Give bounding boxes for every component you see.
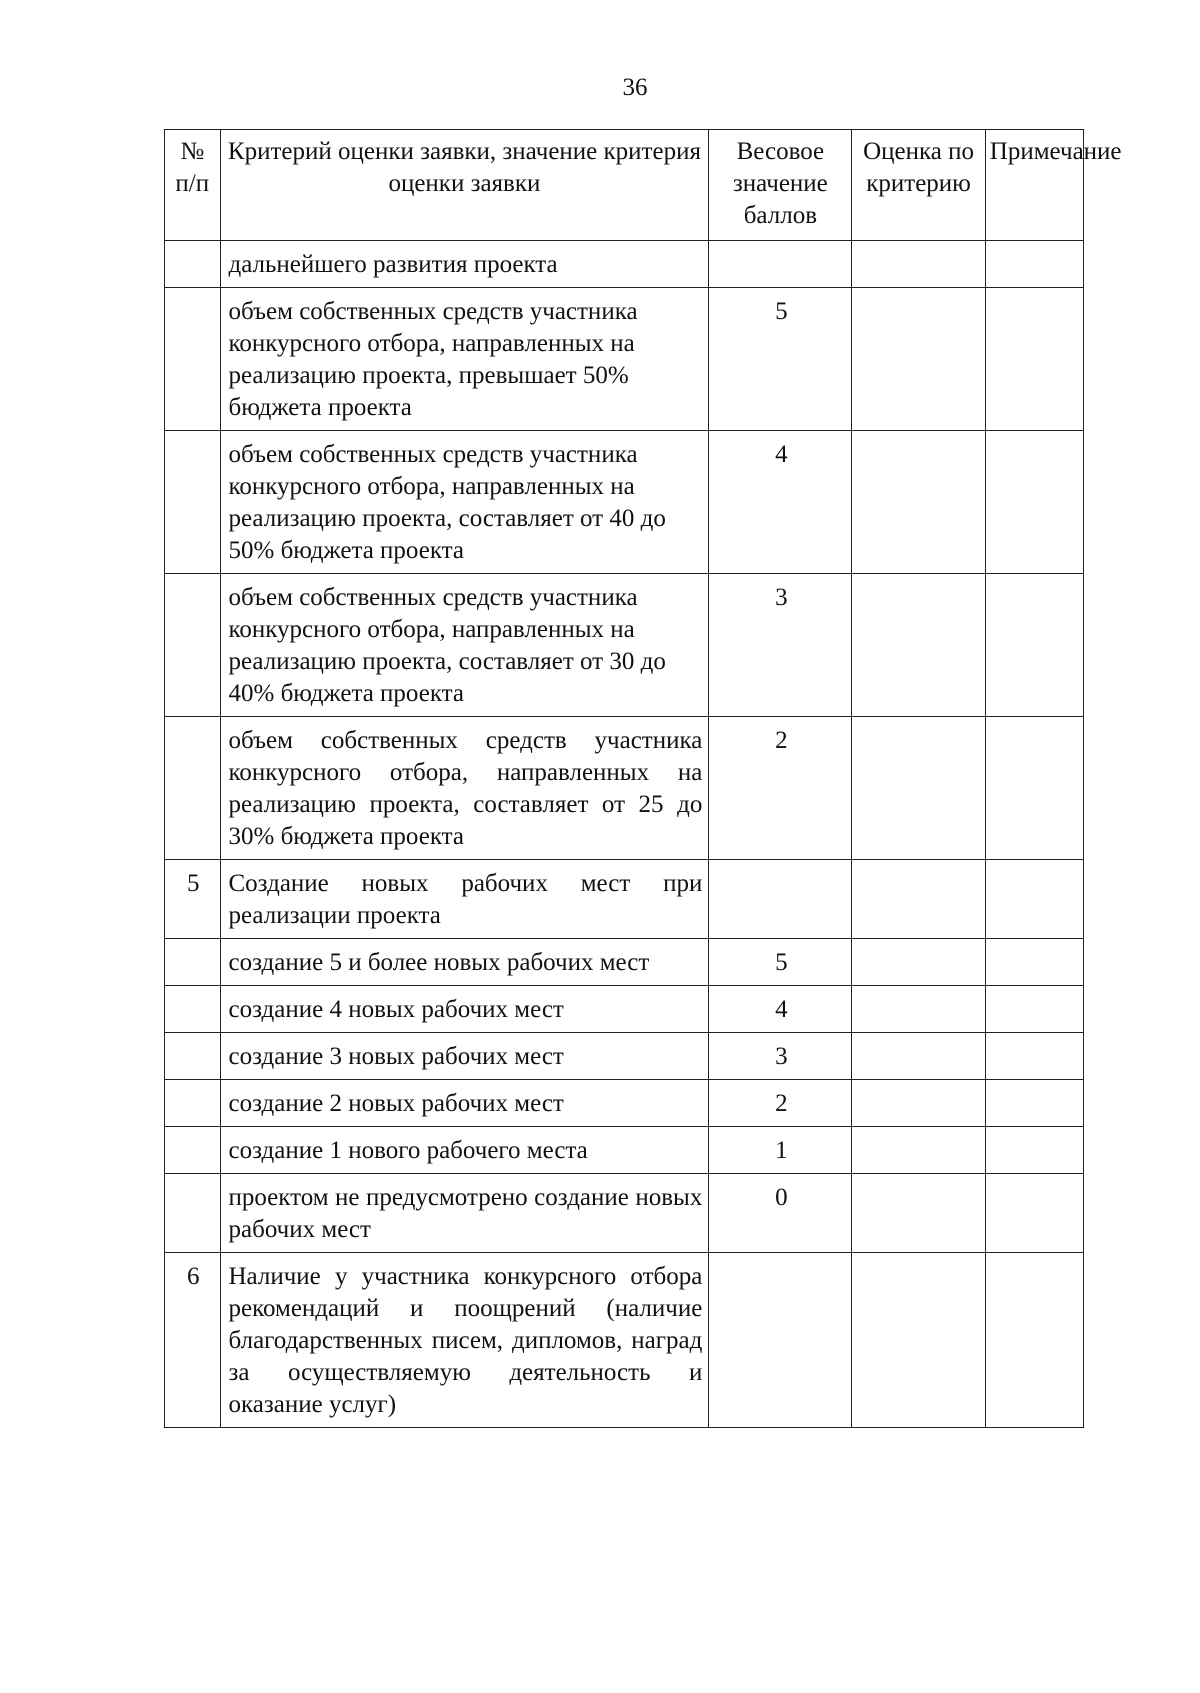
row-note: [985, 939, 1083, 986]
row-note: [985, 860, 1083, 939]
row-criterion: создание 4 новых рабочих мест: [220, 986, 709, 1033]
row-note: [985, 431, 1083, 574]
row-criterion: создание 1 нового рабочего места: [220, 1127, 709, 1174]
row-evaluation: [852, 1174, 985, 1253]
row-weight: 0: [709, 1174, 852, 1253]
header-weight: Весовое значение баллов: [709, 130, 852, 241]
row-evaluation: [852, 1033, 985, 1080]
row-num: [165, 1033, 221, 1080]
table-row: [165, 717, 1084, 860]
row-note: [985, 1127, 1083, 1174]
row-num: [165, 288, 221, 431]
row-weight: 4: [709, 986, 852, 1033]
table-row: [165, 860, 1084, 939]
row-criterion: проектом не предусмотрено создание новых рабочих мест: [220, 1174, 709, 1253]
row-criterion: создание 5 и более новых рабочих мест: [220, 939, 709, 986]
row-weight: 3: [709, 1033, 852, 1080]
row-evaluation: [852, 939, 985, 986]
row-evaluation: [852, 288, 985, 431]
row-num: [165, 431, 221, 574]
row-criterion: объем собственных средств участника конкурсного отбора, направленных на реализацию проекта, составляет от 40 до 50% бюджета проекта: [220, 431, 709, 574]
row-num: [165, 717, 221, 860]
row-criterion: создание 2 новых рабочих мест: [220, 1080, 709, 1127]
row-note: [985, 574, 1083, 717]
row-num: [165, 241, 221, 288]
row-num: [165, 1127, 221, 1174]
row-criterion: Наличие у участника конкурсного отбора рекомендаций и поощрений (наличие благодарственных писем, дипломов, наград за осуществляемую деятельность и оказание услуг): [220, 1253, 709, 1428]
row-weight: 2: [709, 1080, 852, 1127]
row-weight: 1: [709, 1127, 852, 1174]
table-row: [165, 1127, 1084, 1174]
row-criterion: дальнейшего развития проекта: [220, 241, 709, 288]
row-weight: 4: [709, 431, 852, 574]
table-row: [165, 241, 1084, 288]
row-num: 6: [165, 1253, 221, 1428]
row-num: [165, 986, 221, 1033]
row-num: [165, 574, 221, 717]
row-evaluation: [852, 241, 985, 288]
row-note: [985, 1174, 1083, 1253]
row-criterion: объем собственных средств участника конкурсного отбора, направленных на реализацию проекта, составляет от 30 до 40% бюджета проекта: [220, 574, 709, 717]
row-criterion: объем собственных средств участника конкурсного отбора, направленных на реализацию проекта, составляет от 25 до 30% бюджета проекта: [220, 717, 709, 860]
row-note: [985, 1033, 1083, 1080]
row-weight: [709, 1253, 852, 1428]
row-weight: 2: [709, 717, 852, 860]
table-row: [165, 1033, 1084, 1080]
row-weight: [709, 241, 852, 288]
row-note: [985, 717, 1083, 860]
criteria-table: [164, 129, 1122, 1428]
row-evaluation: [852, 1127, 985, 1174]
row-criterion: Создание новых рабочих мест при реализации проекта: [220, 860, 709, 939]
header-criterion: Критерий оценки заявки, значение критерия оценки заявки: [220, 130, 709, 241]
row-evaluation: [852, 1253, 985, 1428]
table-row: [165, 986, 1084, 1033]
row-evaluation: [852, 431, 985, 574]
row-num: [165, 939, 221, 986]
row-note: [985, 288, 1083, 431]
table-row: [165, 1080, 1084, 1127]
row-evaluation: [852, 986, 985, 1033]
table-row: [165, 288, 1084, 431]
table-row: [165, 431, 1084, 574]
row-evaluation: [852, 574, 985, 717]
table-header-row: [165, 130, 1084, 241]
table-row: [165, 1253, 1084, 1428]
row-criterion: объем собственных средств участника конкурсного отбора, направленных на реализацию проекта, превышает 50% бюджета проекта: [220, 288, 709, 431]
row-weight: 5: [709, 288, 852, 431]
header-note: Примечание: [985, 130, 1083, 241]
table-row: [165, 939, 1084, 986]
row-note: [985, 986, 1083, 1033]
row-evaluation: [852, 1080, 985, 1127]
row-criterion: создание 3 новых рабочих мест: [220, 1033, 709, 1080]
row-weight: 3: [709, 574, 852, 717]
row-weight: [709, 860, 852, 939]
table-row: [165, 1174, 1084, 1253]
row-note: [985, 1253, 1083, 1428]
row-evaluation: [852, 717, 985, 860]
row-num: [165, 1080, 221, 1127]
row-note: [985, 241, 1083, 288]
table-row: [165, 574, 1084, 717]
row-num: [165, 1174, 221, 1253]
row-weight: 5: [709, 939, 852, 986]
header-evaluation: Оценка по критерию: [852, 130, 985, 241]
page-number: 36: [622, 74, 648, 101]
header-num: № п/п: [165, 130, 221, 241]
row-evaluation: [852, 860, 985, 939]
row-num: 5: [165, 860, 221, 939]
row-note: [985, 1080, 1083, 1127]
